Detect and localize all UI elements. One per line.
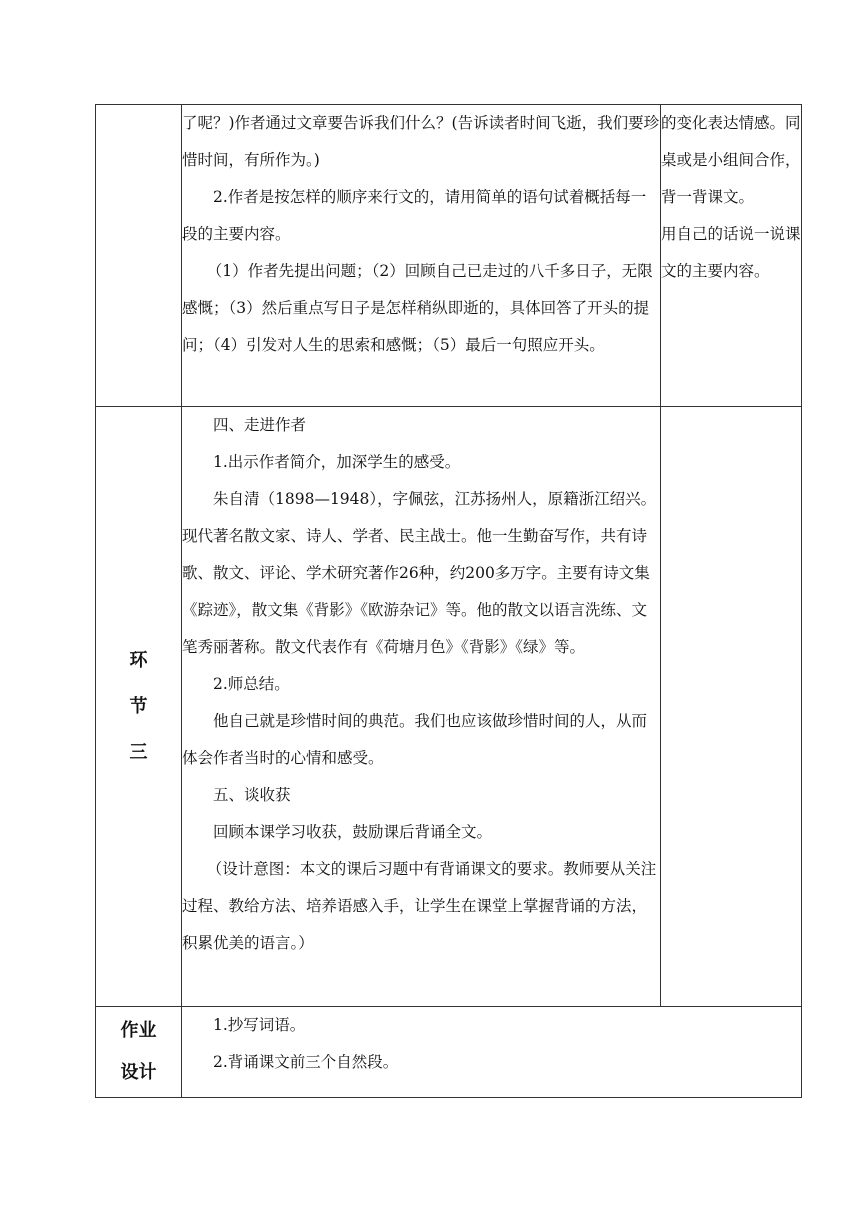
side-label-cell [96, 105, 182, 407]
paragraph: 1.出示作者简介，加深学生的感受。 [213, 453, 461, 471]
paragraph: 2.师总结。 [213, 675, 290, 693]
notes-cell [661, 105, 802, 407]
lesson-plan-table [95, 104, 802, 1098]
side-label-cell [96, 1007, 182, 1098]
paragraph: 了呢？)作者通过文章要告诉我们什么？(告诉读者时间飞逝，我们要珍惜时间，有所作为。) [182, 114, 660, 169]
table-row [96, 105, 802, 407]
content-cell [182, 105, 661, 407]
side-label-cell [96, 407, 182, 1007]
content-cell [182, 407, 661, 1007]
side-label-text: 设计 [120, 1062, 157, 1083]
note-paragraph: 用自己的话说一说课文的主要内容。 [661, 225, 801, 280]
side-label-text: 作业 [120, 1020, 157, 1041]
paragraph: 2.作者是按怎样的顺序来行文的，请用简单的语句试着概括每一段的主要内容。 [182, 188, 647, 243]
paragraph: （1）作者先提出问题；（2）回顾自己已走过的八千多日子，无限感慨；（3）然后重点写日子是怎样稍纵即逝的，具体回答了开头的提问；（4）引发对人生的思索和感慨；（5）最后一句照应开头。 [182, 262, 653, 354]
section-heading: 五、谈收获 [213, 786, 291, 804]
side-label-char: 节 [129, 695, 148, 717]
paragraph: 他自己就是珍惜时间的典范。我们也应该做珍惜时间的人，从而体会作者当时的心情和感受。 [182, 712, 648, 767]
paragraph: 回顾本课学习收获，鼓励课后背诵全文。 [213, 823, 493, 841]
side-label-char: 环 [129, 649, 148, 671]
table-row [96, 407, 802, 1007]
paragraph: （设计意图：本文的课后习题中有背诵课文的要求。教师要从关注过程、教给方法、培养语感入手，让学生在课堂上掌握背诵的方法，积累优美的语言。） [182, 860, 657, 952]
table-row [96, 1007, 802, 1098]
side-label-char: 三 [129, 741, 148, 763]
homework-item: 1.抄写词语。 [213, 1016, 306, 1034]
homework-cell [182, 1007, 802, 1098]
section-heading: 四、走进作者 [213, 416, 307, 434]
paragraph: 朱自清（1898—1948），字佩弦，江苏扬州人，原籍浙江绍兴。现代著名散文家、诗人、学者、民主战士。他一生勤奋写作，共有诗歌、散文、评论、学术研究著作26种，约200多万字。主要有诗文集《踪迹》，散文集《背影》《欧游杂记》等。他的散文以语言洗练、文笔秀丽著称。散文代表作有《荷塘月色》《背影》《绿》等。 [182, 490, 657, 656]
homework-item: 2.背诵课文前三个自然段。 [213, 1053, 399, 1071]
notes-cell [661, 407, 802, 1007]
note-paragraph: 的变化表达情感。同桌或是小组间合作，背一背课文。 [661, 114, 801, 206]
